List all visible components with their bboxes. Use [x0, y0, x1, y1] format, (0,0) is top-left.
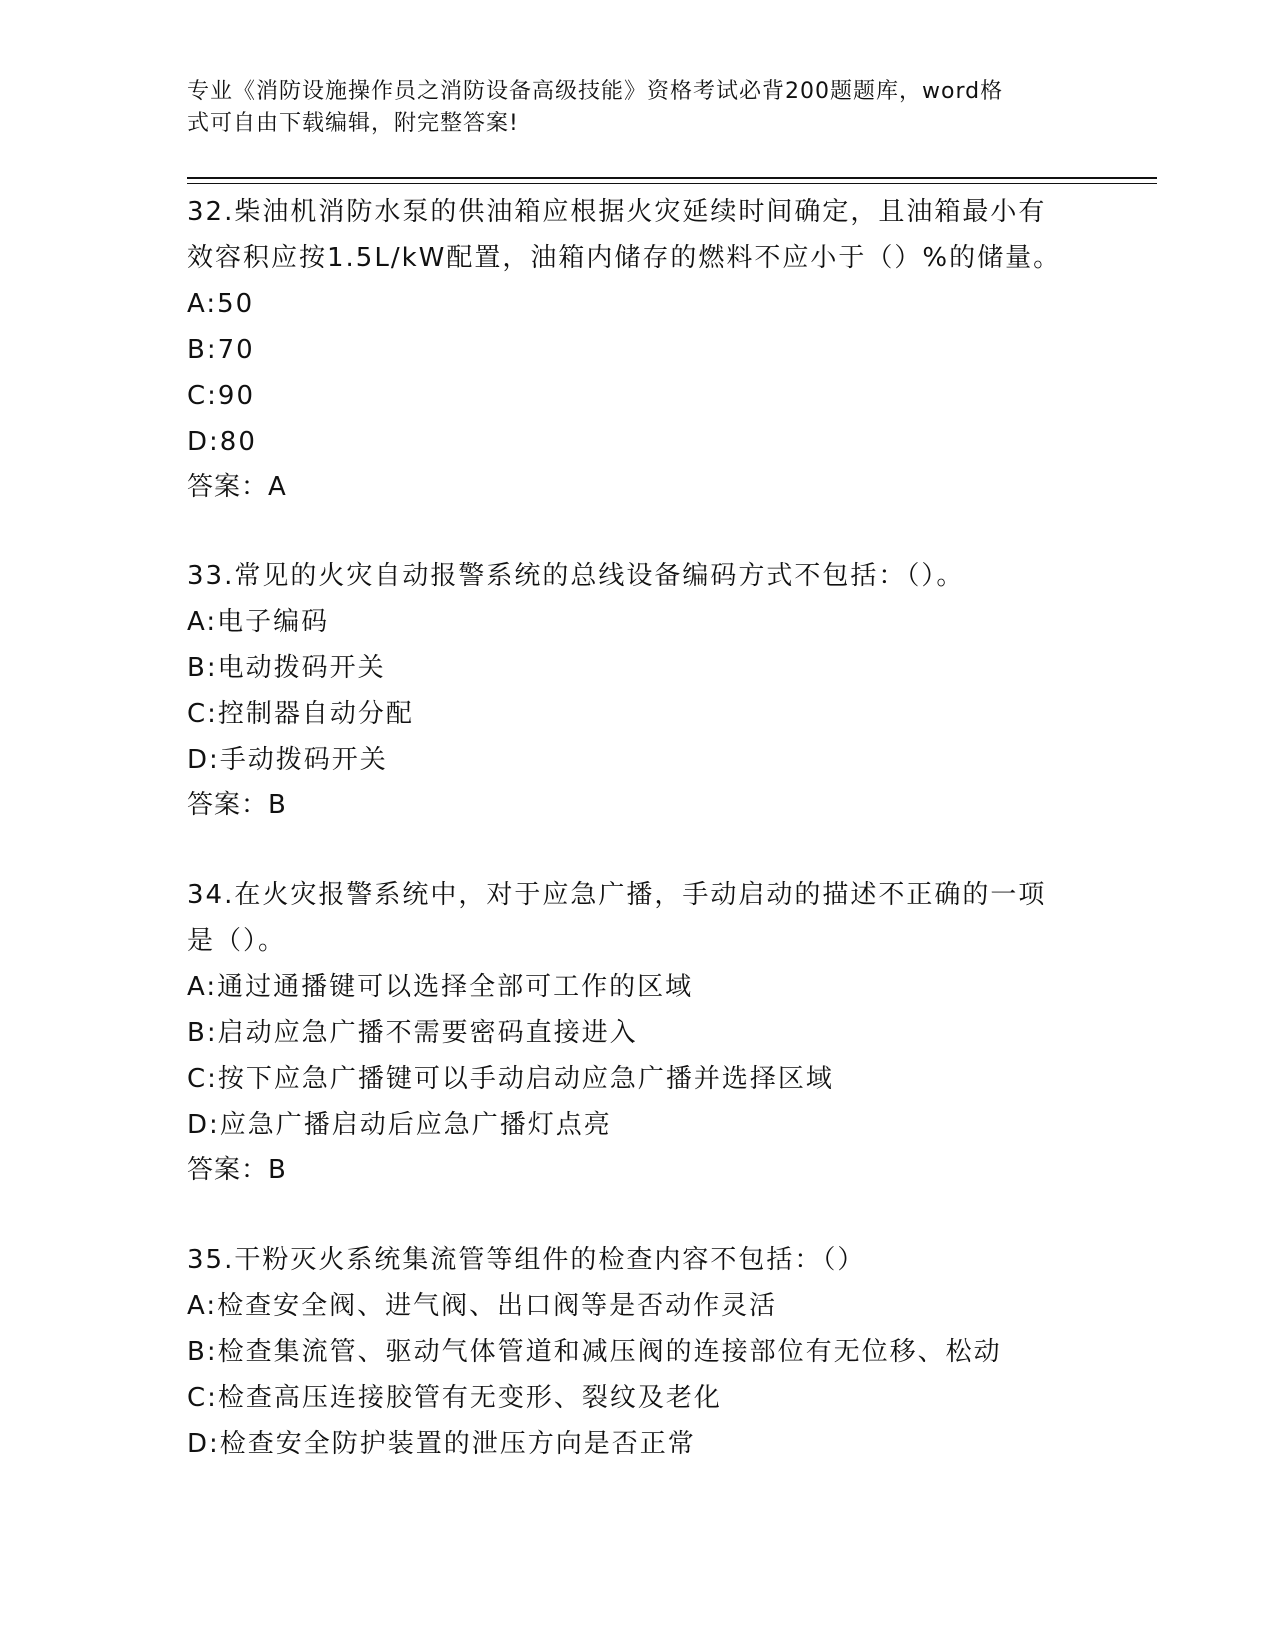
answer: 答案：B: [187, 790, 287, 820]
option-d: D:80: [187, 427, 257, 457]
option-c: C:按下应急广播键可以手动启动应急广播并选择区域: [187, 1064, 834, 1094]
option-b: B:电动拨码开关: [187, 653, 386, 683]
option-a: A:检查安全阀、进气阀、出口阀等是否动作灵活: [187, 1291, 778, 1321]
option-b: B:检查集流管、驱动气体管道和减压阀的连接部位有无位移、松动: [187, 1337, 1002, 1367]
header-divider-thin: [187, 183, 1157, 184]
question-stem-line-2: 是（）。: [187, 926, 287, 956]
option-b: B:启动应急广播不需要密码直接进入: [187, 1018, 638, 1048]
option-b: B:70: [187, 335, 255, 365]
option-d: D:应急广播启动后应急广播灯点亮: [187, 1110, 612, 1140]
option-c: C:检查高压连接胶管有无变形、裂纹及老化: [187, 1383, 722, 1413]
option-c: C:控制器自动分配: [187, 699, 414, 729]
question-34: [187, 872, 1087, 1192]
option-a: A:通过通播键可以选择全部可工作的区域: [187, 972, 694, 1002]
question-stem-line-1: 34.在火灾报警系统中，对于应急广播，手动启动的描述不正确的一项: [187, 880, 1047, 910]
document-header: [187, 76, 1067, 140]
header-line-2: 式可自由下载编辑，附完整答案!: [187, 111, 519, 136]
header-divider-thick: [187, 177, 1157, 179]
option-d: D:手动拨码开关: [187, 745, 388, 775]
option-d: D:检查安全防护装置的泄压方向是否正常: [187, 1429, 696, 1459]
option-a: A:50: [187, 289, 255, 319]
answer: 答案：B: [187, 1155, 287, 1185]
question-stem-line-1: 35.干粉灭火系统集流管等组件的检查内容不包括：（）: [187, 1245, 866, 1275]
question-35: [187, 1237, 1087, 1467]
question-33: [187, 553, 1087, 827]
question-32: [187, 189, 1087, 509]
option-a: A:电子编码: [187, 607, 330, 637]
option-c: C:90: [187, 381, 255, 411]
answer: 答案：A: [187, 472, 287, 502]
header-line-1: 专业《消防设施操作员之消防设备高级技能》资格考试必背200题题库，word格: [187, 79, 1004, 104]
question-stem-line-1: 32.柴油机消防水泵的供油箱应根据火灾延续时间确定，且油箱最小有: [187, 197, 1047, 227]
question-stem-line-1: 33.常见的火灾自动报警系统的总线设备编码方式不包括：（）。: [187, 561, 965, 591]
question-stem-line-2: 效容积应按1.5L/kW配置，油箱内储存的燃料不应小于（）%的储量。: [187, 243, 1062, 273]
